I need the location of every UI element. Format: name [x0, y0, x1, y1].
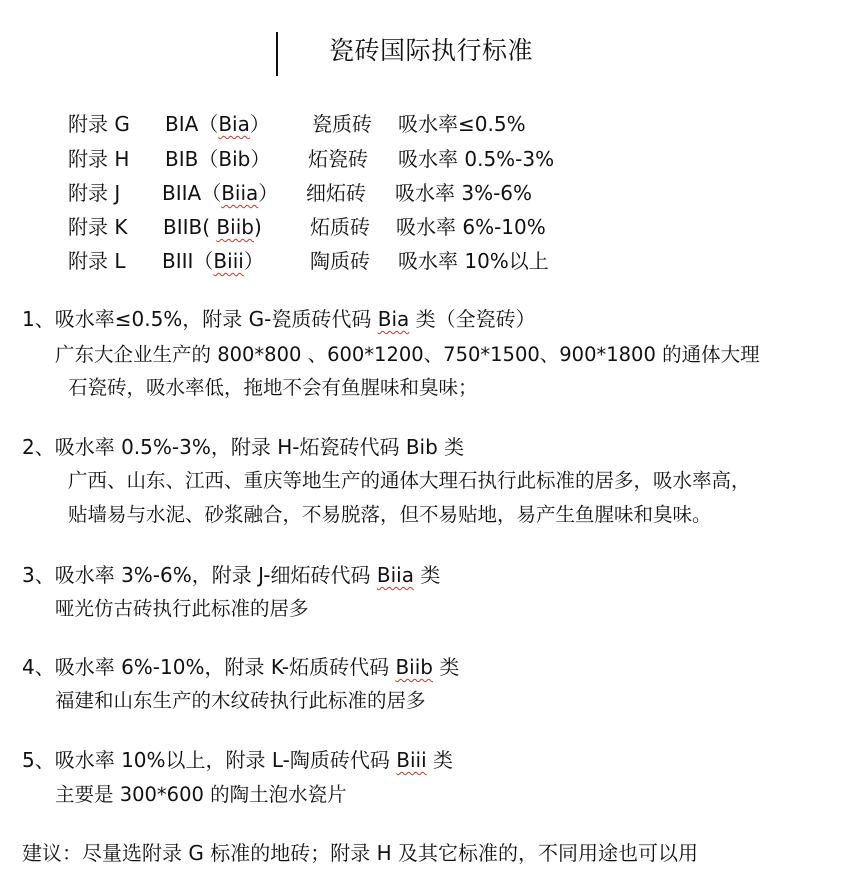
- annex-label: 附录 G: [68, 112, 130, 136]
- suggestion-text: 建议：尽量选附录 G 标准的地砖；附录 H 及其它标准的，不同用途也可以用: [22, 841, 698, 865]
- absorption-rate: 吸水率≤0.5%: [398, 112, 526, 136]
- section-5-line-1: 主要是 300*600 的陶土泡水瓷片: [55, 783, 347, 806]
- annex-label: 附录 J: [68, 181, 121, 205]
- annex-code: BIA（Bia）: [165, 112, 270, 136]
- absorption-rate: 吸水率 10%以上: [398, 249, 549, 273]
- section-2-line-2: 贴墙易与水泥、砂浆融合，不易脱落，但不易贴地，易产生鱼腥味和臭味。: [68, 503, 712, 526]
- section-1-heading: 1、吸水率≤0.5%，附录 G-瓷质砖代码 Bia 类（全瓷砖）: [22, 307, 536, 331]
- annex-label: 附录 K: [68, 215, 128, 239]
- annex-code: BIIB( Biib): [163, 215, 262, 239]
- section-2-line-1: 广西、山东、江西、重庆等地生产的通体大理石执行此标准的居多，吸水率高，: [68, 469, 751, 492]
- absorption-rate: 吸水率 3%-6%: [395, 181, 533, 205]
- section-4-line-1: 福建和山东生产的木纹砖执行此标准的居多: [55, 689, 426, 712]
- section-4-heading: 4、吸水率 6%-10%，附录 K-炻质砖代码 Biib 类: [22, 655, 460, 679]
- section-3-line-1: 哑光仿古砖执行此标准的居多: [55, 597, 309, 620]
- annex-code: BIIA（Biia）: [162, 181, 279, 205]
- annex-label: 附录 H: [68, 147, 130, 171]
- absorption-rate: 吸水率 0.5%-3%: [398, 147, 555, 171]
- tile-type: 炻质砖: [310, 215, 370, 239]
- annex-label: 附录 L: [68, 249, 126, 273]
- absorption-rate: 吸水率 6%-10%: [396, 215, 546, 239]
- tile-type: 瓷质砖: [312, 112, 372, 136]
- section-1-line-2: 石瓷砖，吸水率低，拖地不会有鱼腥味和臭味；: [68, 376, 478, 399]
- section-2-heading: 2、吸水率 0.5%-3%，附录 H-炻瓷砖代码 Bib 类: [22, 435, 465, 459]
- section-1-line-1: 广东大企业生产的 800*800 、600*1200、750*1500、900*1800 的通体大理: [55, 343, 760, 366]
- annex-code: BIII（Biii）: [162, 249, 264, 273]
- section-3-heading: 3、吸水率 3%-6%，附录 J-细炻砖代码 Biia 类: [22, 563, 441, 587]
- tile-type: 陶质砖: [310, 249, 370, 273]
- tile-type: 炻瓷砖: [308, 147, 368, 171]
- section-5-heading: 5、吸水率 10%以上，附录 L-陶质砖代码 Biii 类: [22, 748, 454, 772]
- page-title: 瓷砖国际执行标准: [328, 36, 533, 65]
- tile-type: 细炻砖: [306, 181, 366, 205]
- annex-code: BIB（Bib）: [165, 147, 271, 171]
